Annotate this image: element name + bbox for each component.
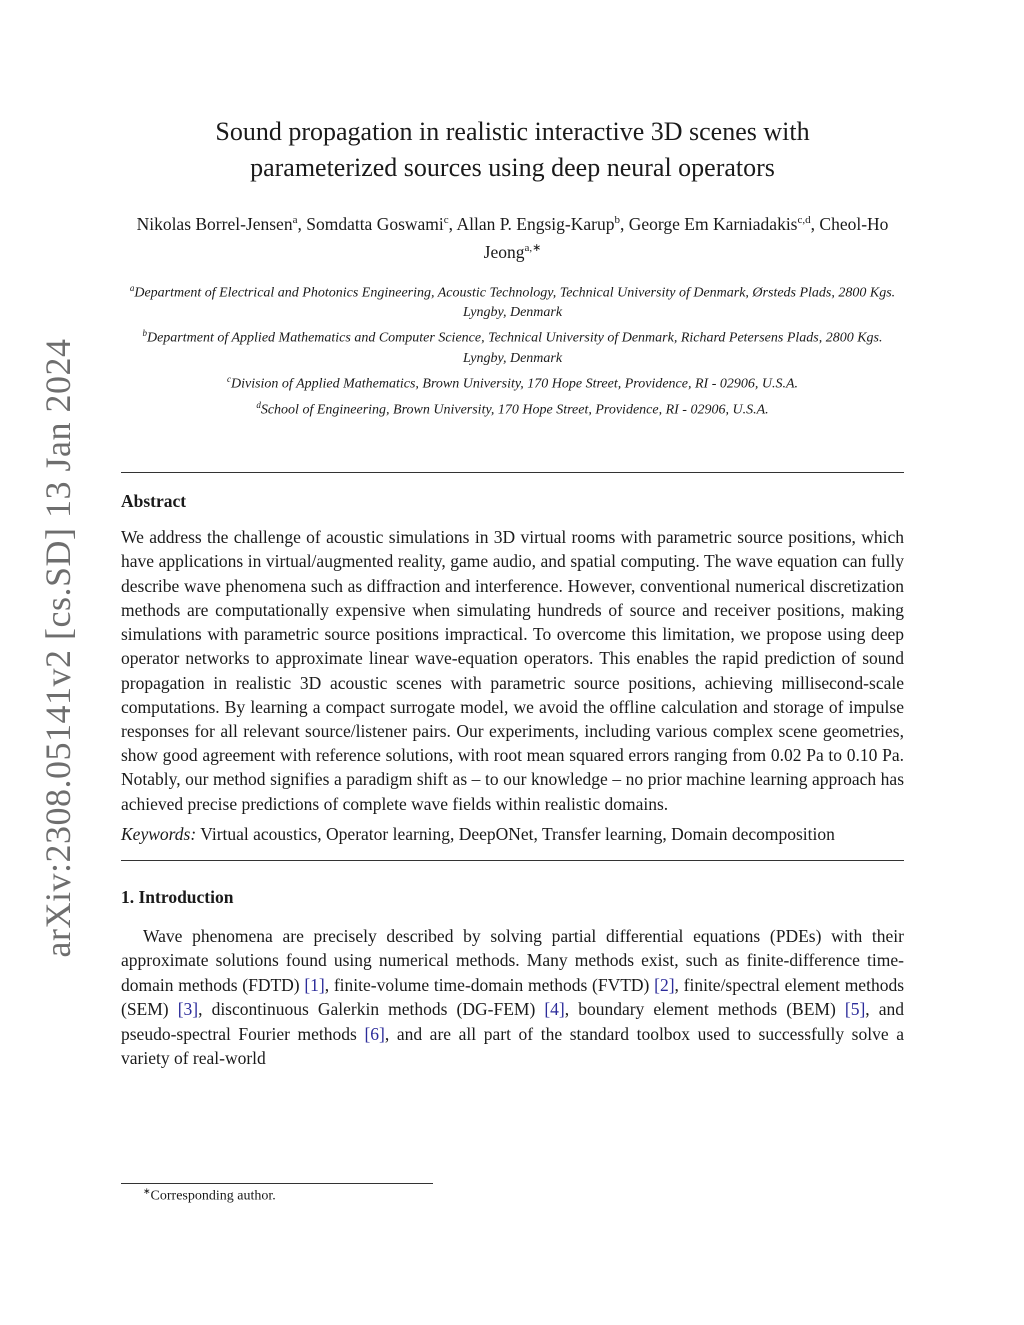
footnote-marker: ∗ bbox=[143, 1186, 151, 1196]
author-affiliation-marker: c bbox=[443, 214, 449, 226]
author bbox=[306, 214, 448, 234]
affiliation bbox=[121, 369, 904, 395]
author bbox=[629, 214, 811, 234]
affiliation-text: Division of Applied Mathematics, Brown University, 170 Hope Street, Providence, RI - 02906, U.S.A. bbox=[230, 376, 799, 392]
footnote-rule bbox=[121, 1183, 433, 1184]
author-list: Nikolas Borrel-Jensen$^a$, Somdatta Goswami$^c$, Allan P. Engsig-Karup$^b$, George Em Karniadakis$^{c,d}$, Cheol-Ho Jeong$^{a,∗}$ bbox=[136, 213, 889, 262]
author-name: Nikolas Borrel-Jensen bbox=[136, 213, 293, 234]
author-name: Cheol-Ho Jeong bbox=[483, 213, 889, 262]
arxiv-identifier: arXiv:2308.05141v2 [cs.SD] 13 Jan 2024 bbox=[38, 338, 78, 958]
affiliation-text: Department of Applied Mathematics and Computer Science, Technical University of Denmark, Richard Petersens Plads, 2800 Kgs. Lyngby, Denmark bbox=[146, 330, 883, 366]
author-affiliation-marker: a,∗ bbox=[524, 241, 542, 254]
author-affiliation-marker: b bbox=[614, 214, 620, 226]
introduction-text-segment: , boundary element methods (BEM) bbox=[564, 999, 845, 1020]
affiliation-marker: c bbox=[226, 373, 231, 384]
keywords-text: Virtual acoustics, Operator learning, DeepONet, Transfer learning, Domain decomposition bbox=[200, 823, 835, 844]
citation-link[interactable]: [6] bbox=[364, 1023, 385, 1044]
author-name: George Em Karniadakis bbox=[628, 213, 798, 234]
introduction-text-segment: , and are all part of the standard toolbox used to successfully solve a variety of real-world bbox=[121, 1023, 904, 1068]
introduction-text-segment: , discontinuous Galerkin methods (DG-FEM) bbox=[198, 999, 545, 1020]
affiliation-marker: d bbox=[256, 399, 261, 410]
affiliation bbox=[121, 323, 904, 369]
keywords-label: Keywords: bbox=[121, 823, 197, 844]
affiliation-list bbox=[121, 278, 904, 421]
citation-link[interactable]: [4] bbox=[544, 999, 565, 1020]
affiliation-marker: b bbox=[142, 328, 147, 339]
keywords bbox=[121, 822, 904, 846]
author bbox=[456, 214, 619, 234]
introduction-heading: 1. Introduction bbox=[121, 886, 234, 907]
citation-link[interactable]: [5] bbox=[844, 999, 866, 1020]
citation-link[interactable]: [1] bbox=[304, 974, 325, 995]
introduction-text-segment: Wave phenomena are precisely described by solving partial differential equations (PDEs) with their approximate solutions found using numerical methods. Many methods exist, such as finite-difference time-domain methods (FDTD) bbox=[121, 925, 904, 995]
author-affiliation-marker: a bbox=[292, 214, 298, 226]
author bbox=[137, 214, 298, 234]
title-line-1: Sound propagation in realistic interactive 3D scenes with bbox=[215, 117, 810, 146]
author-name: Allan P. Engsig-Karup bbox=[456, 213, 615, 234]
citation-link[interactable]: [3] bbox=[177, 999, 199, 1020]
abstract-bottom-rule bbox=[121, 860, 904, 861]
abstract-heading: Abstract bbox=[121, 491, 187, 512]
citation-link[interactable]: [2] bbox=[654, 974, 675, 995]
abstract-top-rule bbox=[121, 472, 904, 473]
affiliation-marker: a bbox=[129, 282, 135, 293]
abstract-text: We address the challenge of acoustic simulations in 3D virtual rooms with parametric source positions, which have applications in virtual/augmented reality, game audio, and spatial computing. The wave equation can fully describe wave phenomena such as diffraction and interference. However, conventional numerical discretization methods are computationally expensive when simulating hundreds of source and receiver positions, making simulations with parametric source positions impractical. To overcome this limitation, we propose using deep operator networks to approximate linear wave-equation operators. This enables the rapid prediction of sound propagation in realistic 3D acoustic scenes with parametric source positions, achieving millisecond-scale computations. By learning a compact surrogate model, we avoid the offline calculation and storage of impulse responses for all relevant source/listener pairs. Our experiments, including various complex scene geometries, show good agreement with reference solutions, with root mean squared errors ranging from 0.02 Pa to 0.10 Pa. Notably, our method signifies a paradigm shift as – to our knowledge – no prior machine learning approach has achieved precise predictions of complete wave fields within realistic domains. bbox=[121, 527, 904, 814]
footnote bbox=[143, 1186, 276, 1205]
affiliation-text: Department of Electrical and Photonics Engineering, Acoustic Technology, Technical University of Denmark, Ørsteds Plads, 2800 Kgs. Lyngby, Denmark bbox=[134, 285, 896, 321]
introduction-text-segment: , finite/spectral element methods (SEM) bbox=[121, 974, 904, 1020]
affiliation bbox=[121, 278, 904, 324]
introduction-text bbox=[121, 924, 904, 1070]
affiliation-text: School of Engineering, Brown University, 170 Hope Street, Providence, RI - 02906, U.S.A. bbox=[260, 402, 769, 418]
title-line-2: parameterized sources using deep neural operators bbox=[250, 153, 775, 182]
author-affiliation-marker: c,d bbox=[797, 214, 811, 226]
paper-page bbox=[121, 0, 904, 1070]
affiliation bbox=[121, 395, 904, 421]
paper-title bbox=[121, 114, 904, 186]
footnote-text: Corresponding author. bbox=[150, 1188, 276, 1204]
introduction-text-segment: , finite-volume time-domain methods (FVTD) bbox=[324, 974, 655, 995]
author-name: Somdatta Goswami bbox=[306, 213, 444, 234]
introduction-text-segment: , and pseudo-spectral Fourier methods bbox=[121, 999, 904, 1044]
